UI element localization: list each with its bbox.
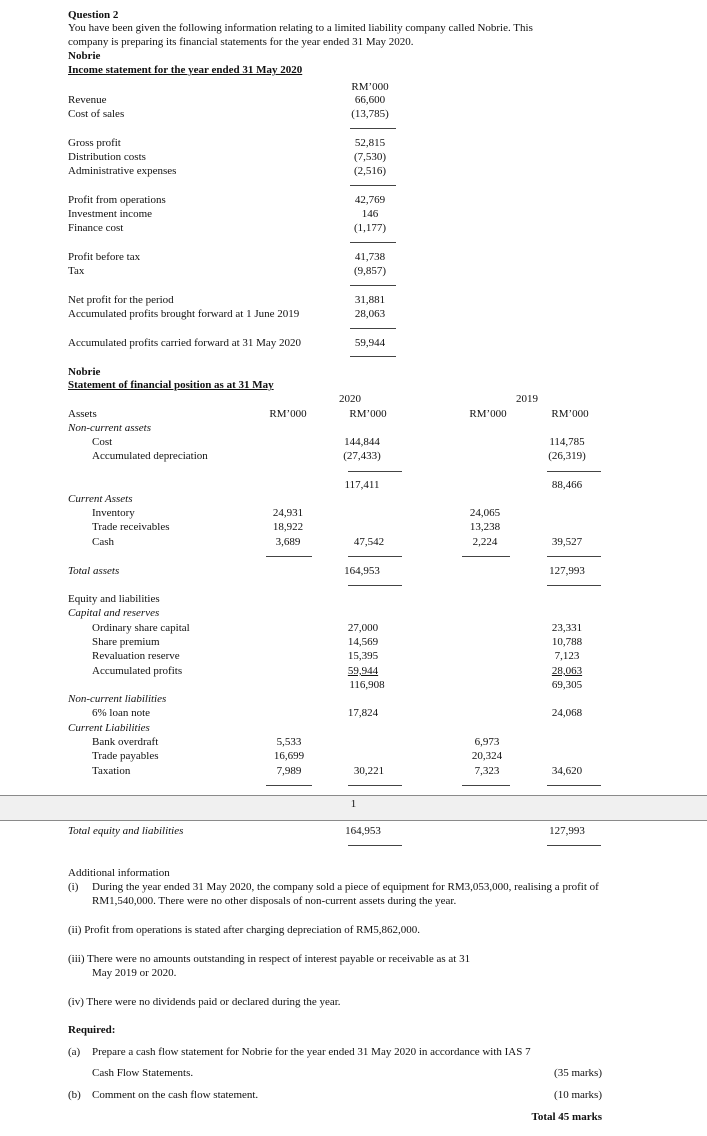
osc-label: Ordinary share capital: [92, 622, 190, 634]
req-b-marks: (10 marks): [554, 1089, 602, 1101]
income-value: 42,769: [354, 194, 386, 206]
unit-2019-b: RM’000: [551, 408, 589, 420]
receivables-label: Trade receivables: [92, 521, 170, 533]
payables-2020: 16,699: [273, 750, 305, 762]
cl-total-2019: 34,620: [551, 765, 583, 777]
taxation-label: Taxation: [92, 765, 131, 777]
ca-total-2020: 47,542: [353, 536, 385, 548]
cash-2019: 2,224: [472, 536, 498, 548]
total-rule: [266, 785, 312, 786]
total-rule: [266, 556, 312, 557]
req-a-line-1: Prepare a cash flow statement for Nobrie for the year ended 31 May 2020 in accordance with IAS 7: [92, 1046, 531, 1058]
unit-2020-b: RM’000: [349, 408, 387, 420]
equity-total-2020: 116,908: [349, 679, 385, 691]
loan-2020: 17,824: [347, 707, 379, 719]
intro-line-2: company is preparing its financial statements for the year ended 31 May 2020.: [68, 36, 414, 48]
income-label: Profit from operations: [68, 194, 166, 206]
total-rule: [547, 585, 601, 586]
inventory-2019: 24,065: [469, 507, 501, 519]
income-value: 146: [361, 208, 379, 220]
year-2020: 2020: [339, 393, 361, 405]
income-label: Investment income: [68, 208, 153, 220]
accdep-2020: (27,433): [343, 450, 381, 462]
income-label: Revenue: [68, 94, 107, 106]
total-rule: [348, 471, 402, 472]
taxation-2020: 7,989: [276, 765, 302, 777]
income-label: Administrative expenses: [68, 165, 177, 177]
ap-2020: 59,944: [347, 665, 379, 677]
cost-2019: 114,785: [549, 436, 585, 448]
total-assets-label: Total assets: [68, 565, 120, 577]
income-value: (9,857): [353, 265, 387, 277]
unit-2019-a: RM’000: [469, 408, 507, 420]
additional-heading: Additional information: [68, 867, 170, 879]
note-iv: (iv) There were no dividends paid or declared during the year.: [68, 996, 341, 1008]
income-label: Tax: [68, 265, 85, 277]
income-label: Gross profit: [68, 137, 121, 149]
equity-total-2019: 69,305: [551, 679, 583, 691]
income-label: Cost of sales: [68, 108, 125, 120]
req-b-number: (b): [68, 1089, 81, 1101]
payables-label: Trade payables: [92, 750, 159, 762]
income-label: Net profit for the period: [68, 294, 174, 306]
accdep-2019: (26,319): [548, 450, 586, 462]
sp-2020: 14,569: [347, 636, 379, 648]
total-rule: [462, 556, 510, 557]
total-rule: [350, 128, 396, 129]
income-label: Profit before tax: [68, 251, 141, 263]
cost-label: Cost: [92, 436, 113, 448]
total-eql-2019: 127,993: [549, 825, 585, 837]
ap-2019: 28,063: [551, 665, 583, 677]
total-eql-label: Total equity and liabilities: [68, 825, 184, 837]
sofp-company: Nobrie: [68, 366, 101, 378]
ca-total-2019: 39,527: [551, 536, 583, 548]
assets-heading: Assets: [68, 408, 97, 420]
ncl-heading: Non-current liabilities: [68, 693, 167, 705]
income-statement-title: Income statement for the year ended 31 May 2020: [68, 64, 303, 76]
req-a-line-2: Cash Flow Statements.: [92, 1067, 194, 1079]
income-value: 66,600: [354, 94, 386, 106]
total-assets-2020: 164,953: [344, 565, 380, 577]
cl-total-2020: 30,221: [353, 765, 385, 777]
total-marks: Total 45 marks: [531, 1111, 602, 1123]
income-value: 31,881: [354, 294, 386, 306]
income-value: (13,785): [351, 108, 389, 120]
nbv-2019: 88,466: [551, 479, 583, 491]
sofp-title: Statement of financial position as at 31 May: [68, 379, 274, 391]
total-rule: [547, 845, 601, 846]
income-value: 52,815: [354, 137, 386, 149]
intro-line-1: You have been given the following information relating to a limited liability company called Nobrie. This: [68, 22, 533, 34]
receivables-2020: 18,922: [272, 521, 304, 533]
rr-2020: 15,395: [347, 650, 379, 662]
capres-heading: Capital and reserves: [68, 607, 160, 619]
total-rule: [350, 185, 396, 186]
loan-label: 6% loan note: [92, 707, 151, 719]
total-assets-2019: 127,993: [549, 565, 585, 577]
receivables-2019: 13,238: [469, 521, 501, 533]
total-rule: [350, 285, 396, 286]
eql-heading: Equity and liabilities: [68, 593, 160, 605]
total-rule: [547, 785, 601, 786]
req-b-text: Comment on the cash flow statement.: [92, 1089, 259, 1101]
total-rule: [350, 242, 396, 243]
total-rule: [350, 328, 396, 329]
income-label: Distribution costs: [68, 151, 146, 163]
note-i-text: During the year ended 31 May 2020, the company sold a piece of equipment for RM3,053,000, realising a profit of RM1,540,000. There were no other disposals of non-current assets during the year.: [92, 881, 599, 907]
nbv-2020: 117,411: [344, 479, 380, 491]
income-unit: RM’000: [351, 81, 389, 93]
overdraft-2019: 6,973: [474, 736, 500, 748]
income-value: (7,530): [353, 151, 387, 163]
unit-2020-a: RM’000: [269, 408, 307, 420]
payables-2019: 20,324: [471, 750, 503, 762]
overdraft-2020: 5,533: [276, 736, 302, 748]
ca-heading: Current Assets: [68, 493, 133, 505]
note-i-number: (i): [68, 881, 79, 893]
note-iii-line-2: May 2019 or 2020.: [92, 967, 177, 979]
total-eql-2020: 164,953: [345, 825, 381, 837]
required-heading: Required:: [68, 1024, 116, 1036]
cl-heading: Current Liabilities: [68, 722, 150, 734]
overdraft-label: Bank overdraft: [92, 736, 159, 748]
rr-label: Revaluation reserve: [92, 650, 180, 662]
req-a-number: (a): [68, 1046, 81, 1058]
total-rule: [547, 471, 601, 472]
cost-2020: 144,844: [344, 436, 380, 448]
total-rule: [348, 585, 402, 586]
income-label: Finance cost: [68, 222, 124, 234]
income-value: (2,516): [353, 165, 387, 177]
inventory-2020: 24,931: [272, 507, 304, 519]
income-value: 59,944: [354, 337, 386, 349]
cash-2020: 3,689: [275, 536, 301, 548]
ap-label: Accumulated profits: [92, 665, 183, 677]
cash-label: Cash: [92, 536, 114, 548]
income-label: Accumulated profits brought forward at 1 June 2019: [68, 308, 300, 320]
rr-2019: 7,123: [554, 650, 580, 662]
income-value: 28,063: [354, 308, 386, 320]
year-2019: 2019: [516, 393, 538, 405]
req-a-marks: (35 marks): [554, 1067, 602, 1079]
nca-heading: Non-current assets: [68, 422, 152, 434]
total-rule: [348, 785, 402, 786]
note-iii-line-1: (iii) There were no amounts outstanding in respect of interest payable or receivable as at 31: [68, 953, 471, 965]
total-rule: [348, 845, 402, 846]
question-heading: Question 2: [68, 9, 119, 21]
company-name: Nobrie: [68, 50, 101, 62]
sp-2019: 10,788: [551, 636, 583, 648]
income-label: Accumulated profits carried forward at 31 May 2020: [68, 337, 302, 349]
osc-2019: 23,331: [551, 622, 583, 634]
loan-2019: 24,068: [551, 707, 583, 719]
income-value: (1,177): [353, 222, 387, 234]
page-number: 1: [350, 798, 357, 810]
inventory-label: Inventory: [92, 507, 135, 519]
total-rule: [462, 785, 510, 786]
sp-label: Share premium: [92, 636, 160, 648]
total-rule: [348, 556, 402, 557]
total-rule: [547, 556, 601, 557]
note-ii: (ii) Profit from operations is stated after charging depreciation of RM5,862,000.: [68, 924, 421, 936]
income-value: 41,738: [354, 251, 386, 263]
total-rule: [350, 356, 396, 357]
osc-2020: 27,000: [347, 622, 379, 634]
accdep-label: Accumulated depreciation: [92, 450, 208, 462]
taxation-2019: 7,323: [474, 765, 500, 777]
